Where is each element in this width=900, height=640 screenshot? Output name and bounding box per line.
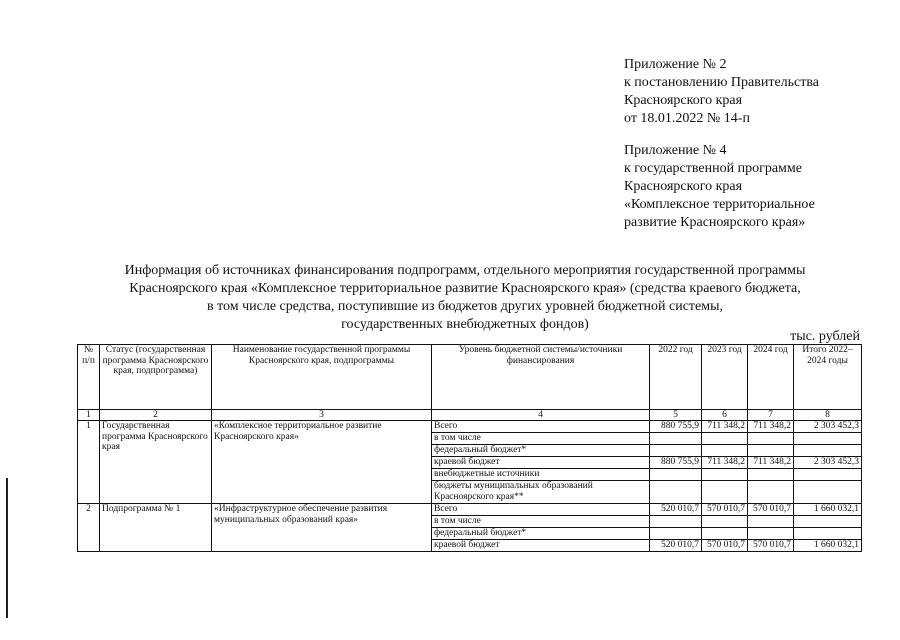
value-total xyxy=(794,528,862,540)
column-number: 5 xyxy=(650,410,702,421)
financing-table xyxy=(77,344,862,552)
document-title xyxy=(60,262,870,334)
value-2024 xyxy=(748,516,794,528)
column-number: 7 xyxy=(748,410,794,421)
appendix-2-line: Приложение № 2 xyxy=(624,57,727,72)
row-status: Государственная программа Красноярского края xyxy=(100,421,212,504)
appendix-2-line: от 18.01.2022 № 14-п xyxy=(624,111,750,126)
units-label: тыс. рублей xyxy=(790,329,860,344)
value-2022: 520 010,7 xyxy=(650,540,702,552)
value-2024: 711 348,2 xyxy=(748,457,794,469)
value-2022 xyxy=(650,433,702,445)
title-line: в том числе средства, поступившие из бюджетов других уровней бюджетной системы, xyxy=(206,299,724,314)
appendix-4-header xyxy=(624,142,894,232)
row-source: краевой бюджет xyxy=(432,457,650,469)
row-source: бюджеты муниципальных образований Красноярского края** xyxy=(432,481,650,504)
value-2024: 711 348,2 xyxy=(748,421,794,433)
value-total xyxy=(794,469,862,481)
value-2023 xyxy=(702,433,748,445)
row-source: Всего xyxy=(432,421,650,433)
appendix-4-line: к государственной программе xyxy=(624,161,802,176)
column-number: 4 xyxy=(432,410,650,421)
row-source: в том числе xyxy=(432,516,650,528)
value-2022 xyxy=(650,481,702,504)
value-2023: 570 010,7 xyxy=(702,504,748,516)
value-2024 xyxy=(748,469,794,481)
row-program-name: «Инфраструктурное обеспечение развития муниципальных образований края» xyxy=(212,504,432,552)
column-numbers-row xyxy=(78,410,862,421)
value-total: 2 303 452,3 xyxy=(794,421,862,433)
value-total: 2 303 452,3 xyxy=(794,457,862,469)
appendix-4-line: развитие Красноярского края» xyxy=(624,215,806,230)
title-line: Информация об источниках финансирования подпрограмм, отдельного мероприятия государственной программы xyxy=(124,263,806,278)
margin-line xyxy=(6,478,8,618)
value-total xyxy=(794,516,862,528)
column-number: 6 xyxy=(702,410,748,421)
value-total: 1 660 032,1 xyxy=(794,504,862,516)
value-total: 1 660 032,1 xyxy=(794,540,862,552)
value-total xyxy=(794,433,862,445)
column-number: 8 xyxy=(794,410,862,421)
value-2024 xyxy=(748,528,794,540)
column-number: 1 xyxy=(78,410,100,421)
table-row xyxy=(78,421,862,433)
column-number: 3 xyxy=(212,410,432,421)
appendix-4-line: Красноярского края xyxy=(624,179,743,194)
header-level: Уровень бюджетной системы/источники финансирования xyxy=(432,345,650,410)
column-number: 2 xyxy=(100,410,212,421)
value-2024 xyxy=(748,445,794,457)
value-2022 xyxy=(650,528,702,540)
row-source: федеральный бюджет* xyxy=(432,445,650,457)
appendix-4-line: Приложение № 4 xyxy=(624,143,727,158)
header-2023: 2023 год xyxy=(702,345,748,410)
value-2022: 880 755,9 xyxy=(650,457,702,469)
value-2022 xyxy=(650,516,702,528)
value-2023: 711 348,2 xyxy=(702,457,748,469)
row-number: 2 xyxy=(78,504,100,552)
value-2023: 711 348,2 xyxy=(702,421,748,433)
row-number: 1 xyxy=(78,421,100,504)
value-2023: 570 010,7 xyxy=(702,540,748,552)
table-header-row xyxy=(78,345,862,410)
appendix-2-header xyxy=(624,56,894,128)
appendix-4-line: «Комплексное территориальное xyxy=(624,197,815,212)
header-total: Итого 2022–2024 годы xyxy=(794,345,862,410)
value-2023 xyxy=(702,516,748,528)
row-source: краевой бюджет xyxy=(432,540,650,552)
value-2023 xyxy=(702,481,748,504)
value-2022 xyxy=(650,445,702,457)
appendix-2-line: к постановлению Правительства xyxy=(624,75,820,90)
header-name: Наименование государственной программы Красноярского края, подпрограммы xyxy=(212,345,432,410)
value-2022: 520 010,7 xyxy=(650,504,702,516)
appendix-2-line: Красноярского края xyxy=(624,93,743,108)
value-2024: 570 010,7 xyxy=(748,504,794,516)
header-2024: 2024 год xyxy=(748,345,794,410)
title-line: государственных внебюджетных фондов) xyxy=(341,317,589,332)
value-total xyxy=(794,481,862,504)
value-2023 xyxy=(702,445,748,457)
title-line: Красноярского края «Комплексное территориальное развитие Красноярского края» (средства краевого бюджета, xyxy=(129,281,801,296)
row-source: внебюджетные источники xyxy=(432,469,650,481)
value-2022 xyxy=(650,469,702,481)
row-source: Всего xyxy=(432,504,650,516)
row-status: Подпрограмма № 1 xyxy=(100,504,212,552)
header-2022: 2022 год xyxy=(650,345,702,410)
value-2024: 570 010,7 xyxy=(748,540,794,552)
value-2023 xyxy=(702,528,748,540)
value-2022: 880 755,9 xyxy=(650,421,702,433)
value-2024 xyxy=(748,481,794,504)
row-program-name: «Комплексное территориальное развитие Красноярского края» xyxy=(212,421,432,504)
value-2024 xyxy=(748,433,794,445)
row-source: в том числе xyxy=(432,433,650,445)
row-source: федеральный бюджет* xyxy=(432,528,650,540)
value-total xyxy=(794,445,862,457)
table-row xyxy=(78,504,862,516)
header-status: Статус (государственная программа Красноярского края, подпрограмма) xyxy=(100,345,212,410)
value-2023 xyxy=(702,469,748,481)
header-num: № п/п xyxy=(78,345,100,410)
